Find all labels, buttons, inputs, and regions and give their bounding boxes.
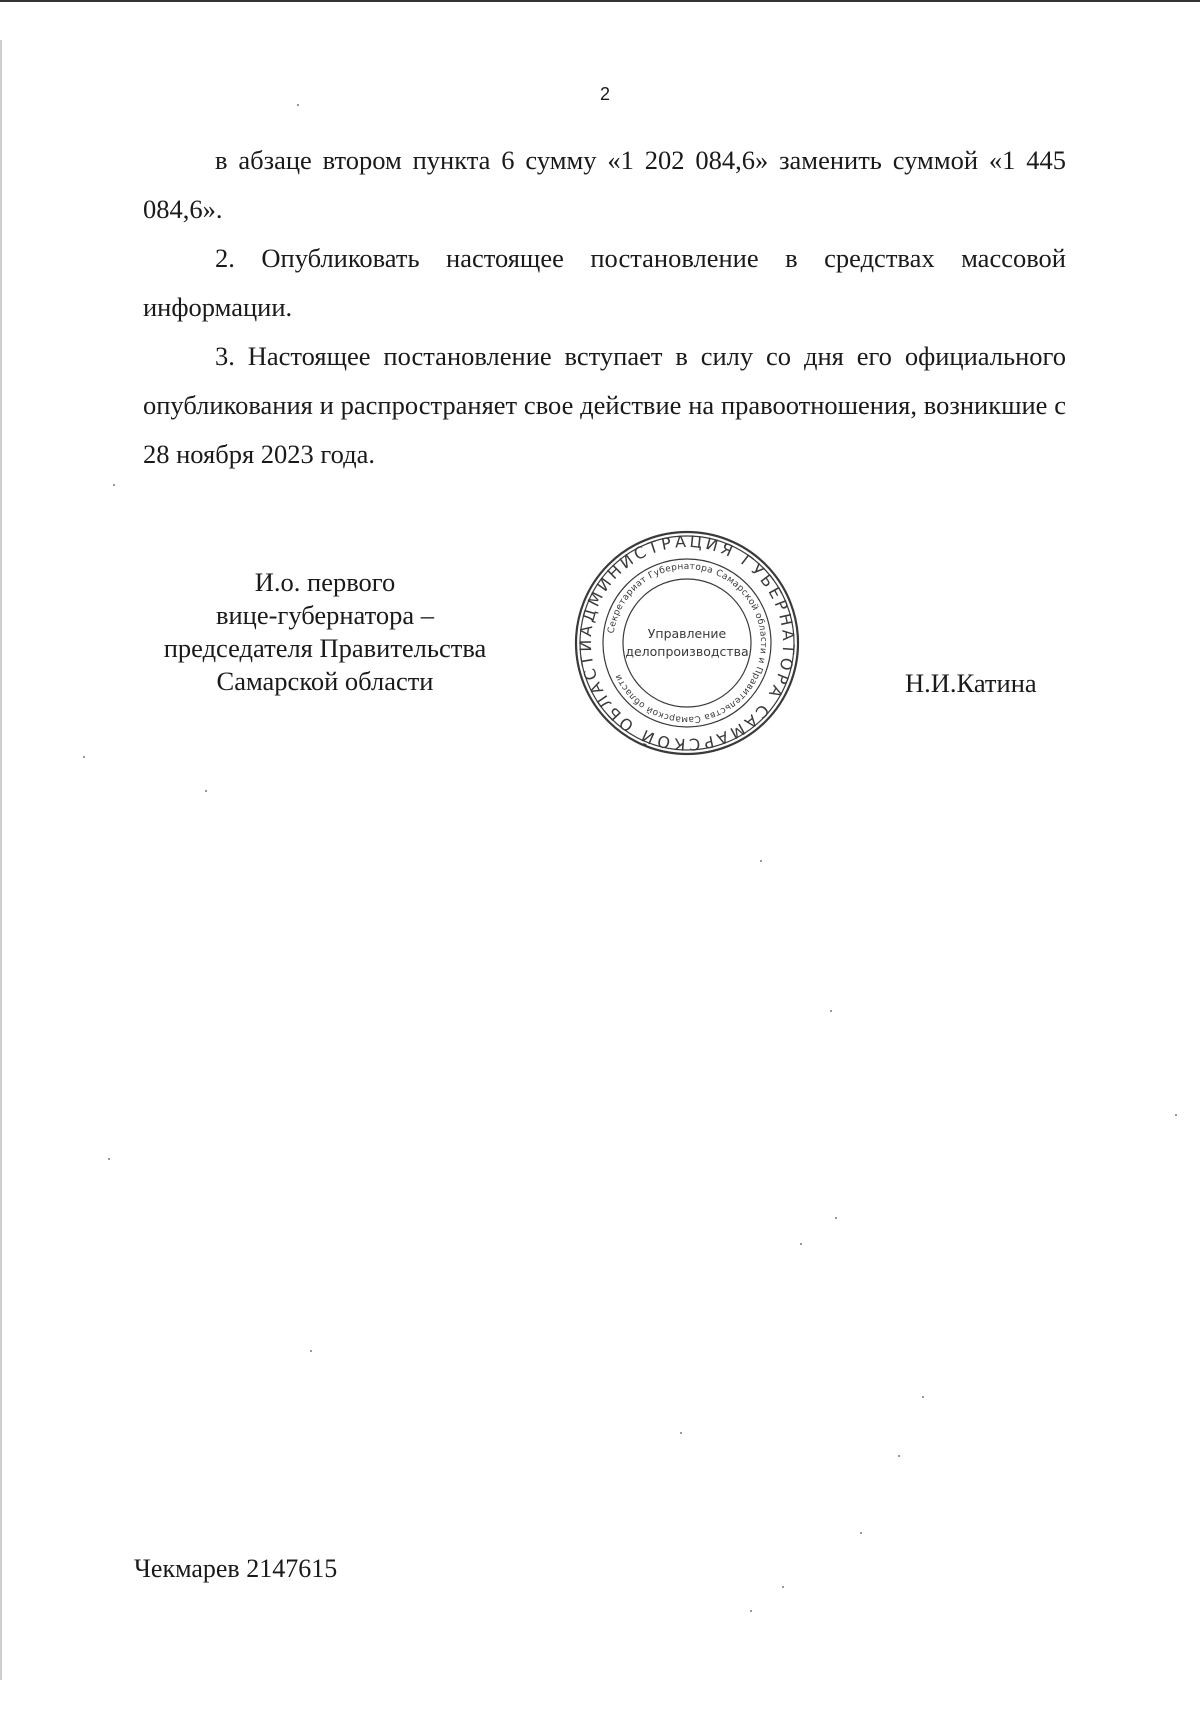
scan-speck: [1175, 1114, 1177, 1116]
body-text: [143, 136, 1066, 479]
scan-speck: [830, 1010, 832, 1012]
stamp-center-line2: делопроизводства: [625, 644, 749, 659]
signatory-title: [140, 566, 510, 698]
paragraph-effective: 3. Настоящее постановление вступает в силу со дня его официального опубликования и распространяет свое действие на правоотношения, возникшие с 28 ноября 2023 года.: [143, 341, 1066, 469]
scan-speck: [113, 484, 115, 486]
page-number: 2: [599, 84, 610, 104]
paragraph-amendment: в абзаце втором пункта 6 сумму «1 202 084,6» заменить суммой «1 445 084,6».: [143, 145, 1066, 224]
scan-speck: [680, 1432, 682, 1434]
signatory-title-line: И.о. первого: [254, 567, 396, 597]
scan-speck: [205, 790, 207, 792]
stamp-inner-text: Секретариат Губернатора Самарской области и Правительства Самарской области: [606, 561, 769, 725]
scan-speck: [760, 860, 762, 862]
scan-speck: [898, 1455, 900, 1457]
scan-speck: [835, 1217, 837, 1219]
scan-speck: [750, 1610, 752, 1612]
signatory-title-line: председателя Правительства: [163, 633, 487, 663]
scan-speck: [83, 756, 85, 758]
scan-speck: [782, 1586, 784, 1588]
stamp-outer-text: АДМИНИСТРАЦИЯ ГУБЕРНАТОРА САМАРСКОЙ ОБЛАСТИ: [575, 531, 799, 755]
signatory-title-line: Самарской области: [216, 666, 434, 696]
signatory-name: Н.И.Катина: [905, 668, 1037, 698]
scan-speck: [297, 104, 299, 106]
scan-speck: [922, 1396, 924, 1398]
scan-speck: [108, 1158, 110, 1160]
left-scan-edge: [0, 40, 2, 1680]
executor-contact: Чекмарев 2147615: [134, 1554, 338, 1583]
scan-speck: [860, 1532, 862, 1534]
paragraph-publish: 2. Опубликовать настоящее постановление в средствах массовой информации.: [143, 243, 1066, 322]
official-stamp: [572, 528, 802, 758]
scan-speck: [310, 1350, 312, 1352]
stamp-center-line1: Управление: [647, 626, 727, 641]
signatory-title-line: вице-губернатора –: [215, 600, 434, 630]
top-scan-edge: [0, 0, 1200, 2]
scan-speck: [800, 1243, 802, 1245]
